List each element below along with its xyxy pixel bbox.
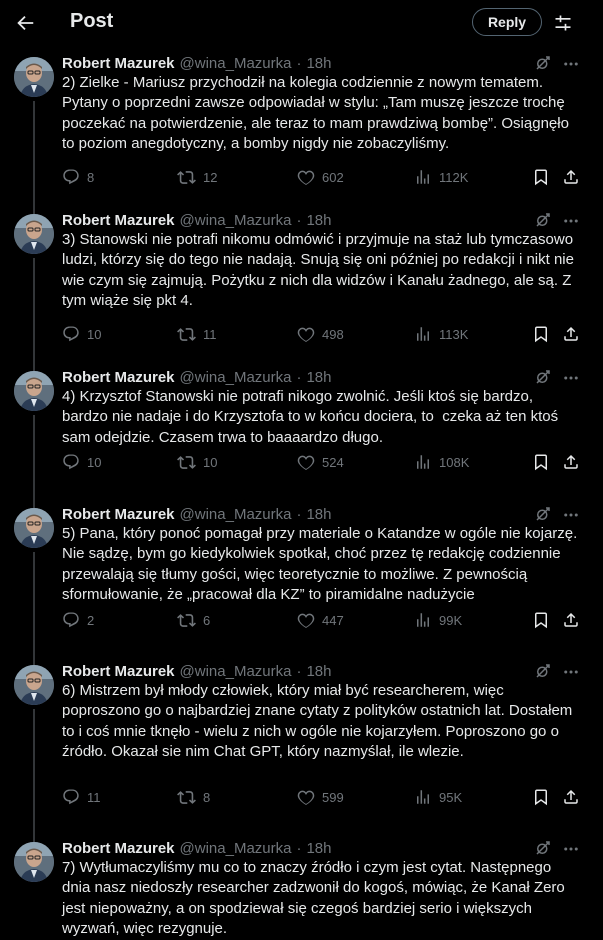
author-handle[interactable]: @wina_Mazurka — [179, 662, 292, 680]
reply-icon — [62, 788, 80, 806]
views-action[interactable] — [414, 166, 468, 188]
author-handle[interactable]: @wina_Mazurka — [179, 505, 292, 523]
like-action[interactable] — [297, 786, 344, 808]
like-count: 599 — [322, 789, 344, 805]
post-text: 4) Krzysztof Stanowski nie potrafi nikogo zwolnić. Jeśli ktoś się bardzo, bardzo nie nadaje i do Krzysztofa to w końcu dociera, to czeka aż ten ktoś sam odejdzie. Czasem trwa to baaaardzo długo. — [62, 388, 563, 446]
avatar[interactable] — [14, 665, 54, 705]
dot-separator: · — [296, 662, 302, 680]
views-action[interactable] — [414, 323, 468, 345]
post-text: 2) Zielke - Mariusz przychodził na kolegia codziennie z nowym tematem. Pytany o poprzedni zawsze odpowiadał w stylu: „Tam muszę jeszcze trochę poczekać na potwierdzenie, ale teraz to mam prawdziwą bombę”. Osiągnęło to poziom anegdotyczny, a bomby nigdy nie zobaczyliśmy. — [62, 74, 574, 153]
view-count: 95K — [439, 789, 463, 805]
view-count: 108K — [439, 454, 470, 470]
heart-icon — [297, 453, 315, 471]
dot-separator: · — [296, 839, 302, 857]
reply-icon — [62, 325, 80, 343]
more-options-icon[interactable] — [560, 839, 582, 859]
like-action[interactable] — [297, 451, 344, 473]
views-icon — [414, 168, 432, 186]
like-action[interactable] — [297, 323, 344, 345]
like-count: 498 — [322, 326, 344, 342]
views-icon — [414, 611, 432, 629]
repost-icon — [177, 168, 196, 187]
reply-action[interactable] — [62, 451, 101, 473]
grok-icon[interactable] — [534, 839, 554, 859]
repost-action[interactable] — [177, 323, 217, 345]
view-count: 99K — [439, 612, 463, 628]
post-actions — [62, 609, 582, 631]
author-name[interactable]: Robert Mazurek — [62, 662, 175, 680]
repost-action[interactable] — [177, 786, 210, 808]
thread-connector — [33, 415, 35, 515]
post-actions — [62, 786, 582, 808]
post-time[interactable]: 18h — [306, 662, 332, 680]
like-count: 602 — [322, 169, 344, 185]
avatar[interactable] — [14, 508, 54, 548]
author-handle[interactable]: @wina_Mazurka — [179, 211, 292, 229]
like-count: 447 — [322, 612, 344, 628]
heart-icon — [297, 168, 315, 186]
page-title: Post — [70, 10, 114, 32]
more-options-icon[interactable] — [560, 368, 582, 388]
view-count: 112K — [439, 169, 469, 185]
grok-icon[interactable] — [534, 662, 554, 682]
repost-icon — [177, 453, 196, 472]
author-row — [62, 503, 332, 525]
reply-icon — [62, 611, 80, 629]
bookmark-icon[interactable] — [532, 323, 550, 345]
grok-icon[interactable] — [534, 54, 554, 74]
share-icon[interactable] — [562, 166, 580, 188]
post-actions — [62, 166, 582, 188]
reply-button[interactable]: Reply — [472, 8, 542, 36]
heart-icon — [297, 788, 315, 806]
thread-connector — [33, 552, 35, 672]
repost-count: 12 — [203, 169, 218, 185]
repost-icon — [177, 611, 196, 630]
reply-count: 8 — [87, 169, 95, 185]
post-text: 3) Stanowski nie potrafi nikomu odmówić i przyjmuje na staż lub tymczasowo ludzi, którzy się do tego nie nadają. Snują się oni później po redakcji i nikt nie wie czym się zajmują. Pożytku z nich dla widzów i Kanału żadnego, ale są. Z tym wiąże się pkt 4. — [62, 231, 579, 310]
reply-count: 10 — [87, 454, 102, 470]
share-icon[interactable] — [562, 609, 580, 631]
post-text: 6) Mistrzem był młody człowiek, który miał być researcherem, więc poproszono go o najbardziej znane cytaty z polityków ostatnich lat. Dostałem to i coś mnie tknęło - wielu z nich w ogóle nie kojarzyłem. Poproszono go o źródło. Okazał sie nim Chat GPT, który nazmyślał, ile wlezie. — [62, 682, 577, 761]
dot-separator: · — [296, 368, 302, 386]
views-icon — [414, 453, 432, 471]
repost-action[interactable] — [177, 609, 210, 631]
author-row — [62, 660, 332, 682]
author-name[interactable]: Robert Mazurek — [62, 54, 175, 72]
grok-icon[interactable] — [534, 368, 554, 388]
post-actions — [62, 323, 582, 345]
avatar[interactable] — [14, 371, 54, 411]
grok-icon[interactable] — [534, 505, 554, 525]
author-row — [62, 209, 332, 231]
reply-icon — [62, 453, 80, 471]
author-handle[interactable]: @wina_Mazurka — [179, 368, 292, 386]
post-actions — [62, 451, 582, 473]
heart-icon — [297, 325, 315, 343]
repost-action[interactable] — [177, 166, 217, 188]
author-name[interactable]: Robert Mazurek — [62, 839, 175, 857]
repost-count: 11 — [203, 326, 217, 342]
reply-action[interactable] — [62, 166, 94, 188]
heart-icon — [297, 611, 315, 629]
dot-separator: · — [296, 211, 302, 229]
author-name[interactable]: Robert Mazurek — [62, 368, 175, 386]
author-row — [62, 366, 332, 388]
author-name[interactable]: Robert Mazurek — [62, 505, 175, 523]
avatar[interactable] — [14, 842, 54, 882]
bookmark-icon[interactable] — [532, 166, 550, 188]
repost-action[interactable] — [177, 451, 217, 473]
post-text: 7) Wytłumaczyliśmy mu co to znaczy źródło i czym jest cytat. Następnego dnia nasz niedoszły researcher zadzwonił do kogoś, mówiąc, że Kanał Zero jest niepoważny, a on spodziewał się czegoś bardziej serio i większych wyzwań, więc rezygnuje. — [62, 859, 569, 938]
repost-icon — [177, 788, 196, 807]
like-action[interactable] — [297, 609, 344, 631]
post-time[interactable]: 18h — [306, 211, 332, 229]
more-options-icon[interactable] — [560, 211, 582, 231]
dot-separator: · — [296, 505, 302, 523]
views-action[interactable] — [414, 451, 469, 473]
thread-connector — [33, 709, 35, 849]
reply-action[interactable] — [62, 609, 94, 631]
reply-count: 2 — [87, 612, 95, 628]
sliders-icon[interactable] — [550, 10, 576, 36]
repost-count: 10 — [203, 454, 218, 470]
reply-count: 11 — [87, 789, 101, 805]
like-action[interactable] — [297, 166, 344, 188]
thread-connector — [33, 258, 35, 386]
repost-count: 8 — [203, 789, 211, 805]
share-icon[interactable] — [562, 451, 580, 473]
post-time[interactable]: 18h — [306, 839, 332, 857]
repost-count: 6 — [203, 612, 211, 628]
bookmark-icon[interactable] — [532, 609, 550, 631]
more-options-icon[interactable] — [560, 54, 582, 74]
views-icon — [414, 788, 432, 806]
views-action[interactable] — [414, 786, 462, 808]
post-time[interactable]: 18h — [306, 368, 332, 386]
bookmark-icon[interactable] — [532, 451, 550, 473]
thread-connector — [33, 101, 35, 229]
reply-action[interactable] — [62, 786, 101, 808]
avatar[interactable] — [14, 57, 54, 97]
dot-separator: · — [296, 54, 302, 72]
top-bar — [0, 0, 603, 46]
views-icon — [414, 325, 432, 343]
author-handle[interactable]: @wina_Mazurka — [179, 839, 292, 857]
more-options-icon[interactable] — [560, 662, 582, 682]
back-arrow-icon[interactable] — [12, 10, 38, 36]
reply-action[interactable] — [62, 323, 101, 345]
author-handle[interactable]: @wina_Mazurka — [179, 54, 292, 72]
reply-count: 10 — [87, 326, 102, 342]
post-time[interactable]: 18h — [306, 54, 332, 72]
author-row — [62, 837, 332, 859]
more-options-icon[interactable] — [560, 505, 582, 525]
repost-icon — [177, 325, 196, 344]
like-count: 524 — [322, 454, 344, 470]
post-time[interactable]: 18h — [306, 505, 332, 523]
views-action[interactable] — [414, 609, 462, 631]
view-count: 113K — [439, 326, 469, 342]
grok-icon[interactable] — [534, 211, 554, 231]
share-icon[interactable] — [562, 323, 580, 345]
share-icon[interactable] — [562, 786, 580, 808]
author-row — [62, 52, 332, 74]
author-name[interactable]: Robert Mazurek — [62, 211, 175, 229]
bookmark-icon[interactable] — [532, 786, 550, 808]
reply-icon — [62, 168, 80, 186]
post-text: 5) Pana, który ponoć pomagał przy materiale o Katandze w ogóle nie kojarzę. Nie sądzę, bym go kiedykolwiek spotkał, choć przez tę redakcję codziennie przewalają się tłumy gości, więc teoretycznie to możliwe. Z pewnością sformułowanie, że „pracował dla KZ” to piramidalne nadużycie — [62, 525, 582, 604]
avatar[interactable] — [14, 214, 54, 254]
